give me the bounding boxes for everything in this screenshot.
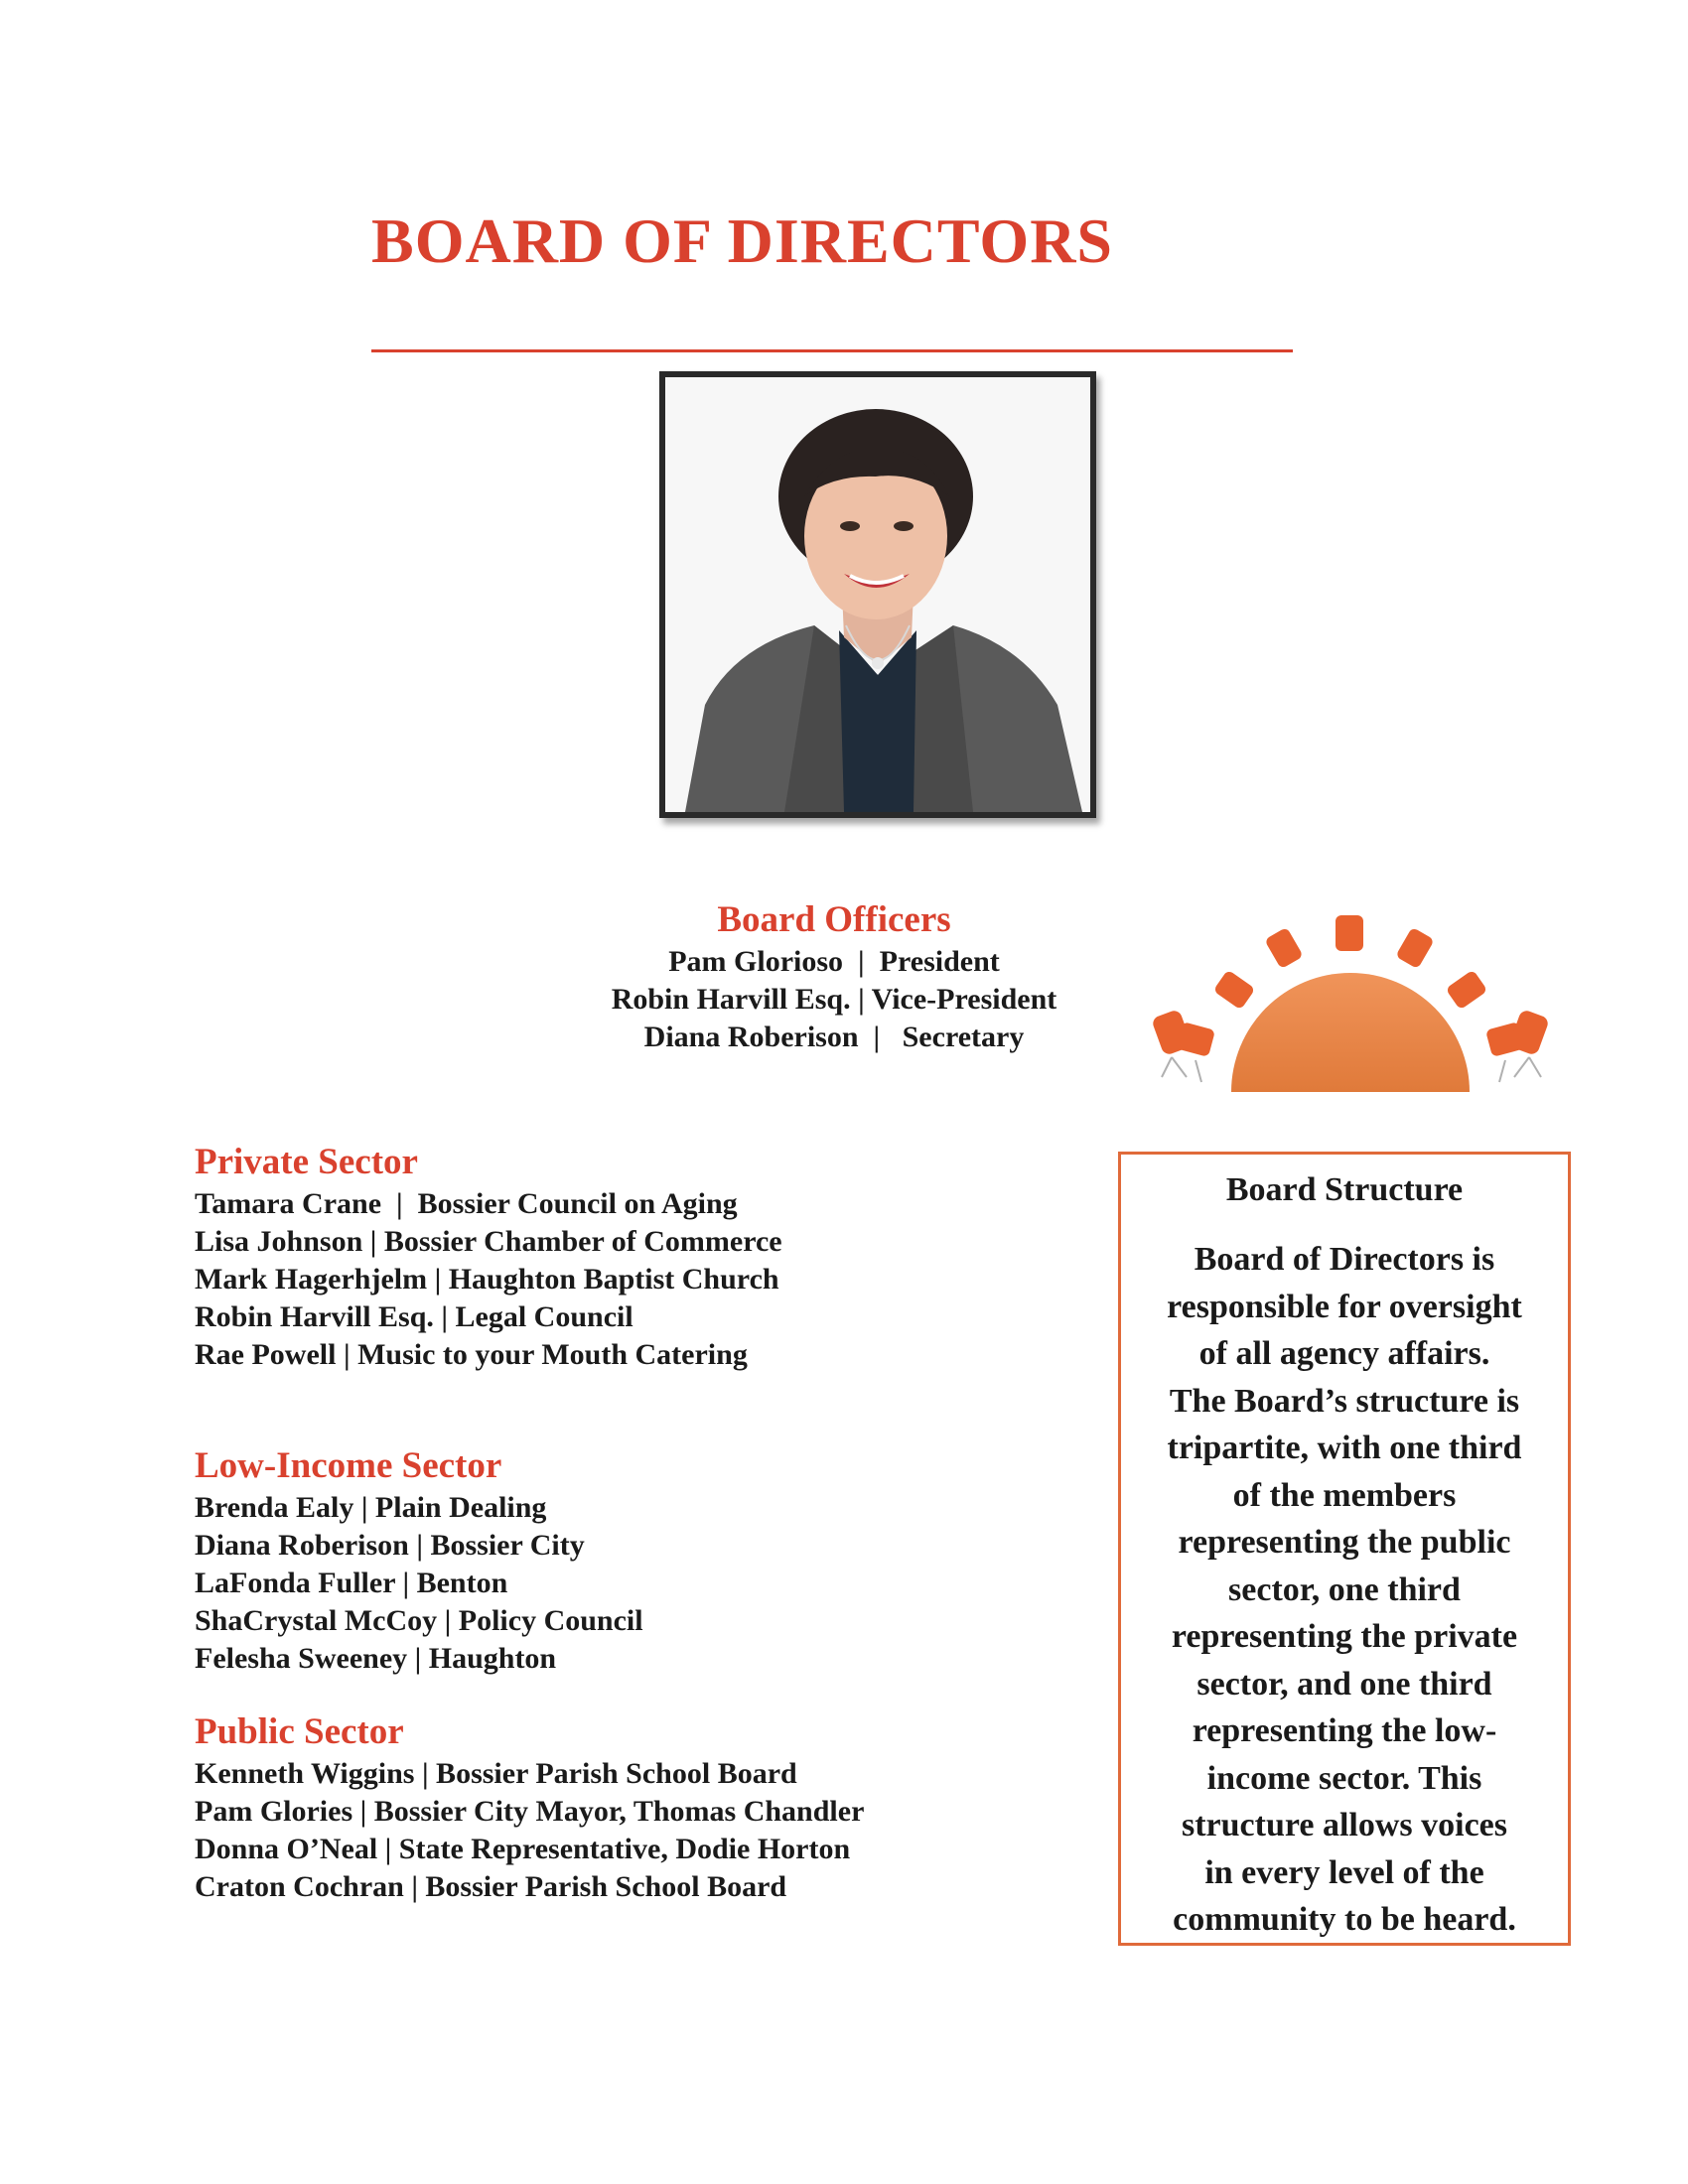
structure-line: representing the public: [1178, 1524, 1511, 1561]
member-line: LaFonda Fuller | Benton: [195, 1567, 508, 1599]
public-sector-heading: Public Sector: [195, 1711, 404, 1752]
structure-line: tripartite, with one third: [1167, 1430, 1522, 1466]
low-income-sector-heading: Low-Income Sector: [195, 1445, 502, 1486]
structure-line: of all agency affairs.: [1198, 1335, 1490, 1372]
structure-line: in every level of the: [1204, 1853, 1484, 1891]
page-title: BOARD OF DIRECTORS: [371, 205, 1113, 276]
board-structure-text: [1121, 1236, 1568, 1944]
title-divider: [371, 349, 1293, 352]
member-line: Craton Cochran | Bossier Parish School Board: [195, 1870, 787, 1903]
member-line: Mark Hagerhjelm | Haughton Baptist Church: [195, 1263, 779, 1296]
member-line: Pam Glories | Bossier City Mayor, Thomas Chandler: [195, 1795, 865, 1828]
president-portrait-photo: [659, 371, 1096, 818]
structure-line: of the members: [1232, 1476, 1457, 1514]
low-income-sector-section: [195, 1443, 643, 1678]
structure-line: structure allows voices: [1182, 1807, 1507, 1843]
member-line: Tamara Crane | Bossier Council on Aging: [195, 1187, 738, 1220]
structure-line: Board of Directors is: [1194, 1241, 1495, 1278]
private-sector-heading: Private Sector: [195, 1142, 418, 1182]
structure-line: community to be heard.: [1173, 1901, 1516, 1938]
structure-line: The Board’s structure is: [1169, 1382, 1520, 1420]
member-line: Lisa Johnson | Bossier Chamber of Commerce: [195, 1225, 782, 1258]
member-line: Kenneth Wiggins | Bossier Parish School Board: [195, 1757, 797, 1790]
structure-line: income sector. This: [1206, 1759, 1482, 1797]
board-officers-heading: Board Officers: [717, 899, 951, 940]
public-sector-section: [195, 1709, 864, 1906]
member-line: Brenda Ealy | Plain Dealing: [195, 1491, 547, 1524]
member-line: Rae Powell | Music to your Mouth Catering: [195, 1338, 748, 1371]
conference-table-illustration: [1132, 884, 1569, 1102]
member-line: Robin Harvill Esq. | Legal Council: [195, 1300, 633, 1333]
board-structure-heading: Board Structure: [1225, 1171, 1464, 1208]
structure-line: responsible for oversight: [1167, 1288, 1522, 1325]
structure-line: representing the private: [1171, 1618, 1518, 1655]
member-line: Felesha Sweeney | Haughton: [195, 1642, 557, 1675]
board-structure-box: [1118, 1152, 1571, 1946]
board-officers-section: [556, 897, 1112, 1056]
private-sector-section: [195, 1140, 782, 1374]
member-line: Diana Roberison | Bossier City: [195, 1529, 585, 1562]
officer-line: Robin Harvill Esq. | Vice-President: [611, 983, 1057, 1016]
member-line: Donna O’Neal | State Representative, Dodie Horton: [195, 1833, 851, 1865]
structure-line: representing the low-: [1192, 1712, 1497, 1749]
officer-line: Pam Glorioso | President: [668, 945, 1000, 978]
structure-line: sector, and one third: [1196, 1665, 1492, 1703]
structure-line: sector, one third: [1228, 1570, 1461, 1608]
officer-line: Diana Roberison | Secretary: [643, 1021, 1025, 1053]
member-line: ShaCrystal McCoy | Policy Council: [195, 1604, 643, 1637]
